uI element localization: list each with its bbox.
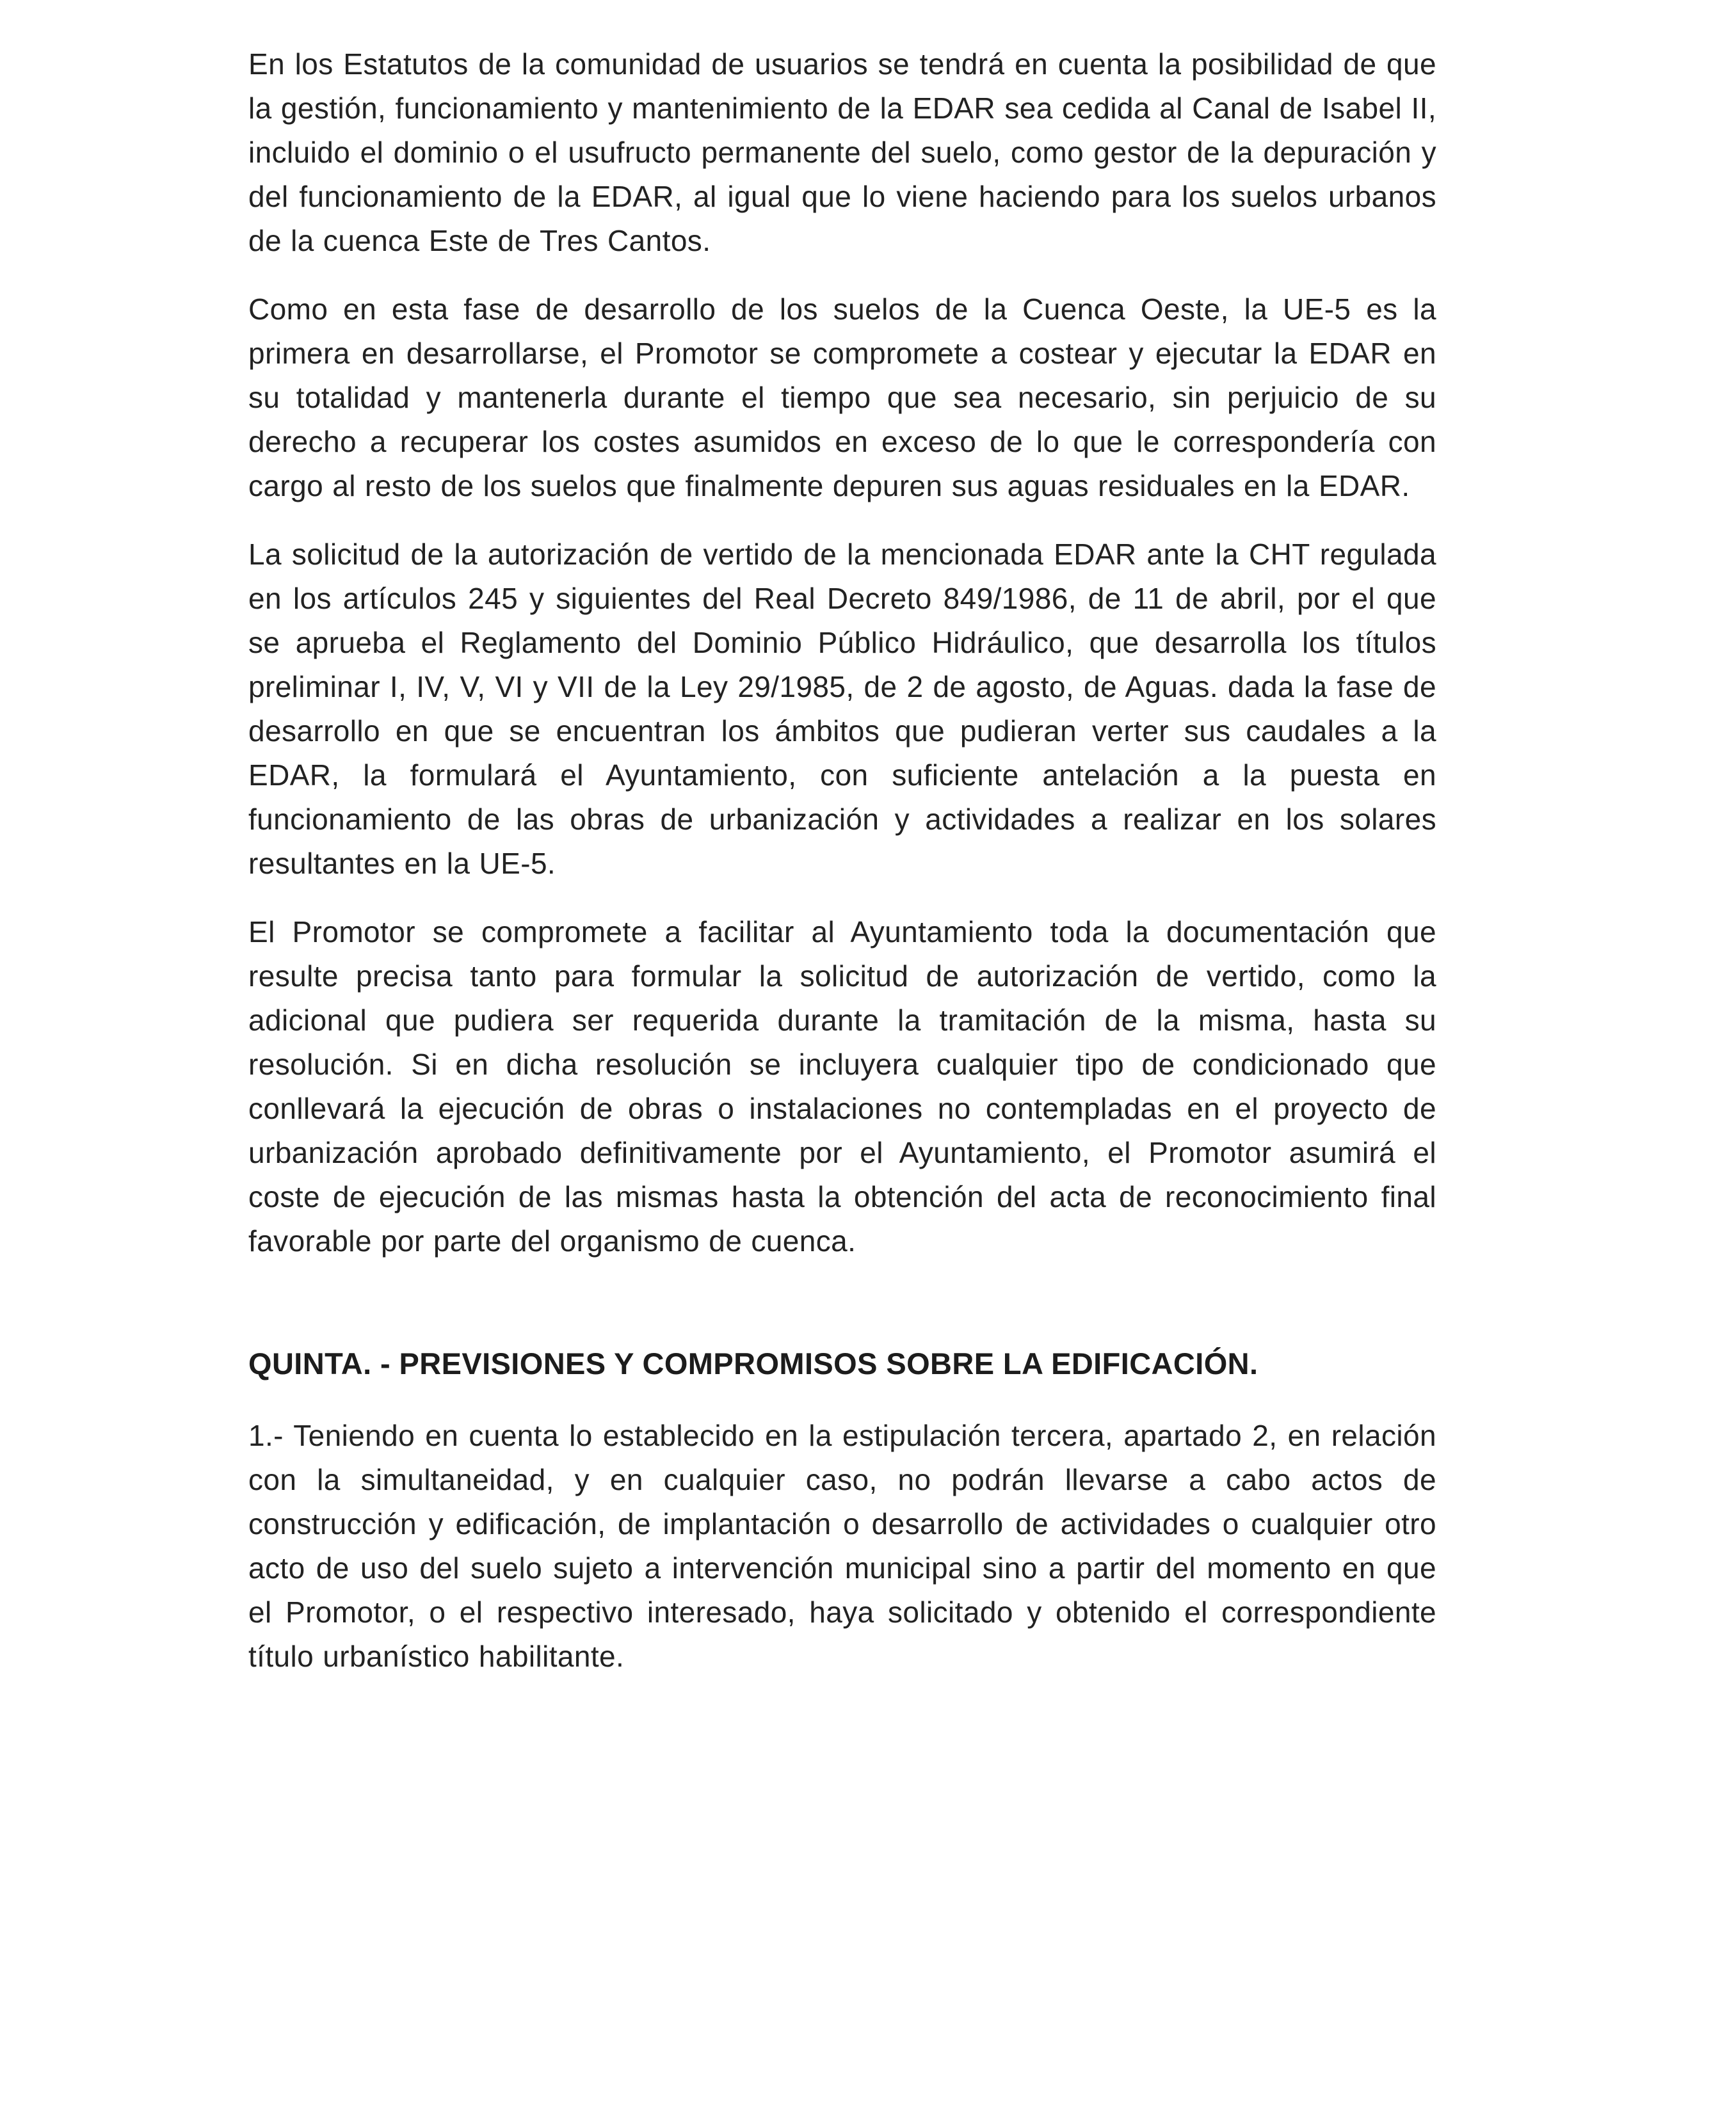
paragraph-previsiones-edificacion: 1.- Teniendo en cuenta lo establecido en la estipulación tercera, apartado 2, en relación con la simultaneidad, y en cualquier caso, no podrán llevarse a cabo actos de construcción y edificación, de implantación o desarrollo de actividades o cualquier otro acto de uso del suelo sujeto a intervención municipal sino a partir del momento en que el Promotor, o el respectivo interesado, haya solicitado y obtenido el correspondiente título urbanístico habilitante. (248, 1419, 1436, 1673)
paragraph-estatutos-comunidad: En los Estatutos de la comunidad de usuarios se tendrá en cuenta la posibilidad de que la gestión, funcionamiento y mantenimiento de la EDAR sea cedida al Canal de Isabel II, incluido el dominio o el usufructo permanente del suelo, como gestor de la depuración y del funcionamiento de la EDAR, al igual que lo viene haciendo para los suelos urbanos de la cuenca Este de Tres Cantos. (248, 47, 1436, 257)
section-heading-quinta: QUINTA. - PREVISIONES Y COMPROMISOS SOBRE LA EDIFICACIÓN. (248, 1347, 1258, 1380)
paragraph-solicitud-autorizacion: La solicitud de la autorización de vertido de la mencionada EDAR ante la CHT regulada en los artículos 245 y siguientes del Real Decreto 849/1986, de 11 de abril, por el que se aprueba el Reglamento del Dominio Público Hidráulico, que desarrolla los títulos preliminar I, IV, V, VI y VII de la Ley 29/1985, de 2 de agosto, de Aguas. dada la fase de desarrollo en que se encuentran los ámbitos que pudieran verter sus caudales a la EDAR, la formulará el Ayuntamiento, con suficiente antelación a la puesta en funcionamiento de las obras de urbanización y actividades a realizar en los solares resultantes en la UE-5. (248, 538, 1436, 880)
paragraph-promotor-documentacion: El Promotor se compromete a facilitar al Ayuntamiento toda la documentación que resulte precisa tanto para formular la solicitud de autorización de vertido, como la adicional que pudiera ser requerida durante la tramitación de la misma, hasta su resolución. Si en dicha resolución se incluyera cualquier tipo de condicionado que conllevará la ejecución de obras o instalaciones no contempladas en el proyecto de urbanización aprobado definitivamente por el Ayuntamiento, el Promotor asumirá el coste de ejecución de las mismas hasta la obtención del acta de reconocimiento final favorable por parte del organismo de cuenca. (248, 915, 1436, 1258)
paragraph-fase-desarrollo: Como en esta fase de desarrollo de los suelos de la Cuenca Oeste, la UE-5 es la primera en desarrollarse, el Promotor se compromete a costear y ejecutar la EDAR en su totalidad y mantenerla durante el tiempo que sea necesario, sin perjuicio de su derecho a recuperar los costes asumidos en exceso de lo que le correspondería con cargo al resto de los suelos que finalmente depuren sus aguas residuales en la EDAR. (248, 292, 1436, 502)
